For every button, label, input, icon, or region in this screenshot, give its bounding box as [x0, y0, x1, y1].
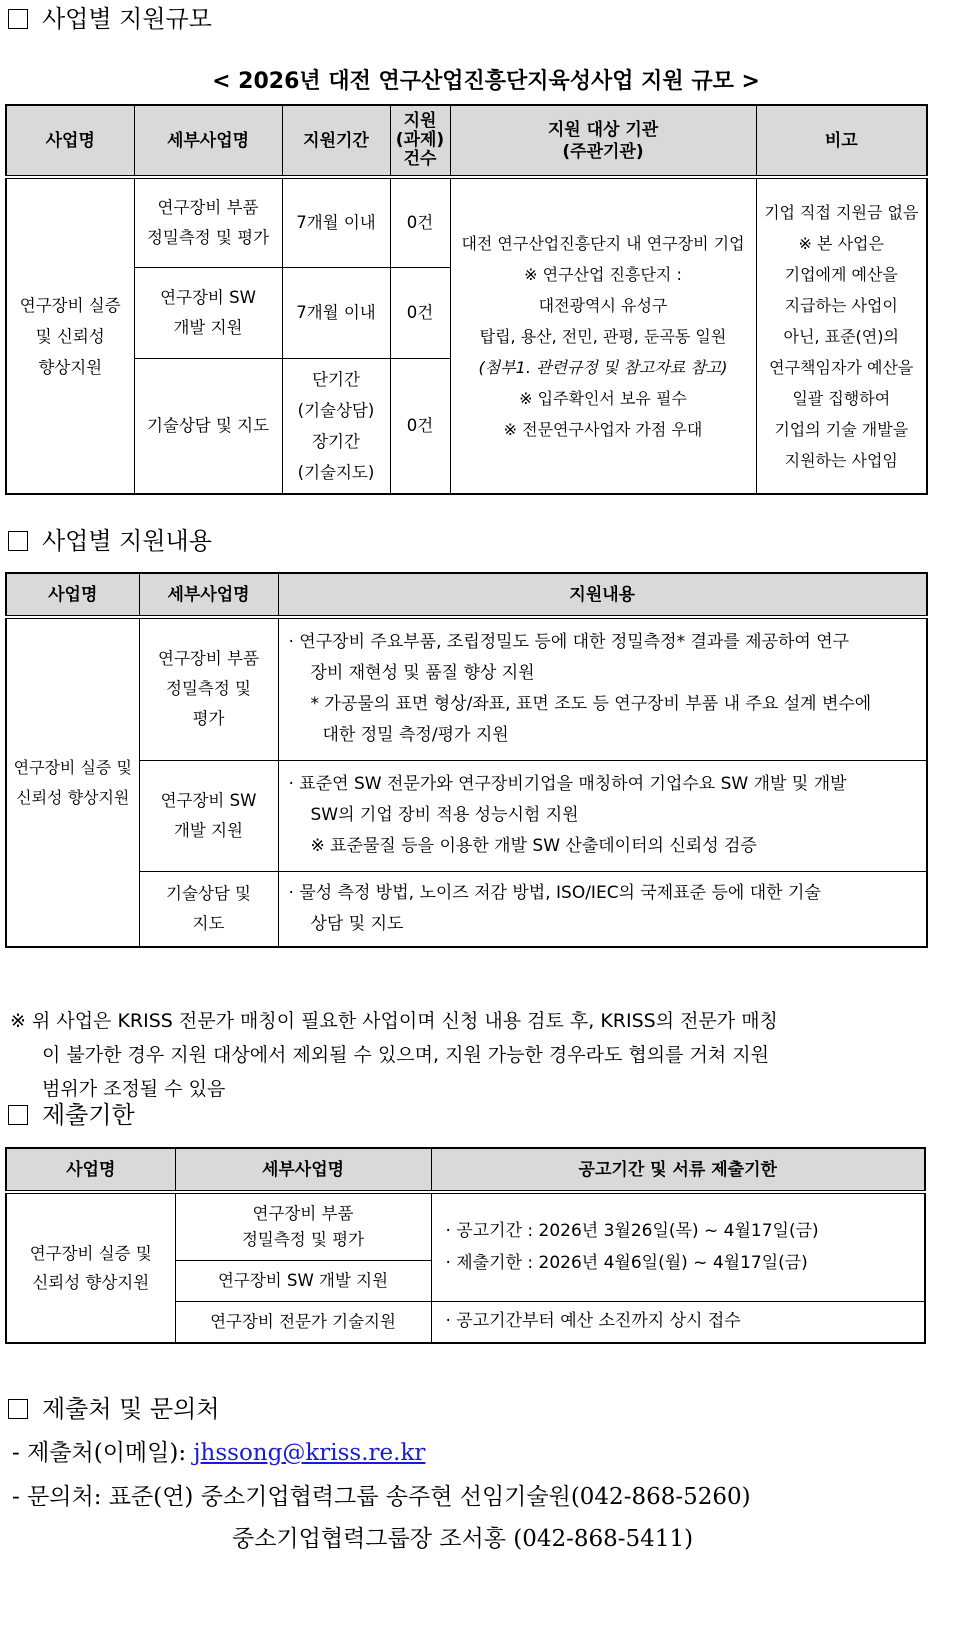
period-cell: 단기간 (기술상담) 장기간 (기술지도) — [282, 358, 390, 494]
sub-program-cell: 기술상담 및 지도 — [139, 871, 278, 947]
section-heading-contact: 제출처 및 문의처 — [8, 1394, 220, 1424]
header-name: 사업명 — [6, 1148, 175, 1192]
target-cell: 대전 연구산업진흥단지 내 연구장비 기업 ※ 연구산업 진흥단지 : 대전광역시 유성구 탑립, 용산, 전민, 관평, 둔곡동 일원 (첨부1. 관련규정 및 참고자료 참고) ※ 입주확인서 보유 필수 ※ 전문연구사업자 가점 우대 — [450, 177, 756, 494]
checkbox-square-icon — [8, 1105, 28, 1125]
program-name-cell: 연구장비 실증 및 신뢰성 향상지원 — [6, 617, 139, 947]
period-cell: · 공고기간부터 예산 소진까지 상시 접수 — [431, 1301, 925, 1343]
section-heading-scale: 사업별 지원규모 — [8, 4, 212, 34]
table-row — [6, 871, 927, 947]
table-row — [6, 760, 927, 871]
header-count: 지원 (과제) 건수 — [390, 105, 450, 177]
content-cell: · 표준연 SW 전문가와 연구장비기업을 매칭하여 기업수요 SW 개발 및 개발 SW의 기업 장비 적용 성능시험 지원 ※ 표준물질 등을 이용한 개발 SW 산출데이터의 신뢰성 검증 — [278, 760, 927, 871]
checkbox-square-icon — [8, 531, 28, 551]
email-link[interactable]: jhssong@kriss.re.kr — [193, 1440, 426, 1466]
header-target: 지원 대상 기관 (주관기관) — [450, 105, 756, 177]
header-sub: 세부사업명 — [175, 1148, 431, 1192]
kriss-matching-note: ※ 위 사업은 KRISS 전문가 매칭이 필요한 사업이며 신청 내용 검토 후, KRISS의 전문가 매칭 이 불가한 경우 지원 대상에서 제외될 수 있으며, 지원 가능한 경우라도 협의를 거쳐 지원 범위가 조정될 수 있음 — [10, 1010, 778, 1100]
support-content-table — [5, 572, 928, 948]
section-heading-content: 사업별 지원내용 — [8, 526, 212, 556]
checkbox-square-icon — [8, 9, 28, 29]
sub-program-cell: 연구장비 부품 정밀측정 및 평가 — [175, 1192, 431, 1260]
period-cell: 7개월 이내 — [282, 177, 390, 267]
count-cell: 0건 — [390, 358, 450, 494]
header-period: 공고기간 및 서류 제출기한 — [431, 1148, 925, 1192]
header-name: 사업명 — [6, 573, 139, 617]
content-cell: · 연구장비 주요부품, 조립정밀도 등에 대한 정밀측정* 결과를 제공하여 연구 장비 재현성 및 품질 향상 지원 * 가공물의 표면 형상/좌표, 표면 조도 등 연구장비 부품 내 주요 설계 변수에 대한 정밀 측정/평가 지원 — [278, 617, 927, 760]
sub-program-cell: 연구장비 SW 개발 지원 — [134, 267, 282, 358]
program-name-cell: 연구장비 실증 및 신뢰성 향상지원 — [6, 1192, 175, 1343]
table-row — [6, 1192, 925, 1260]
table1-title: < 2026년 대전 연구산업진흥단지육성사업 지원 규모 > — [212, 69, 760, 94]
inquiry-line-2: 중소기업협력그룹장 조서홍 (042-868-5411) — [232, 1526, 694, 1552]
table-row — [6, 617, 927, 760]
count-cell: 0건 — [390, 267, 450, 358]
sub-program-cell: 연구장비 전문가 기술지원 — [175, 1301, 431, 1343]
sub-program-cell: 기술상담 및 지도 — [134, 358, 282, 494]
table-row — [6, 177, 927, 267]
header-period: 지원기간 — [282, 105, 390, 177]
sub-program-cell: 연구장비 부품 정밀측정 및 평가 — [134, 177, 282, 267]
deadline-table — [5, 1147, 926, 1344]
header-sub: 세부사업명 — [134, 105, 282, 177]
sub-program-cell: 연구장비 SW 개발 지원 — [175, 1260, 431, 1301]
period-cell: · 공고기간 : 2026년 3월26일(목) ~ 4월17일(금) · 제출기한 : 2026년 4월6일(월) ~ 4월17일(금) — [431, 1192, 925, 1301]
sub-program-cell: 연구장비 SW 개발 지원 — [139, 760, 278, 871]
inquiry-line-1: - 문의처: 표준(연) 중소기업협력그룹 송주현 선임기술원(042-868-5260) — [12, 1484, 751, 1510]
period-cell: 7개월 이내 — [282, 267, 390, 358]
header-name: 사업명 — [6, 105, 134, 177]
program-name-cell: 연구장비 실증 및 신뢰성 향상지원 — [6, 177, 134, 494]
support-scale-table — [5, 104, 928, 495]
sub-program-cell: 연구장비 부품 정밀측정 및 평가 — [139, 617, 278, 760]
content-cell: · 물성 측정 방법, 노이즈 저감 방법, ISO/IEC의 국제표준 등에 대한 기술 상담 및 지도 — [278, 871, 927, 947]
section-heading-deadline: 제출기한 — [8, 1100, 135, 1130]
count-cell: 0건 — [390, 177, 450, 267]
checkbox-square-icon — [8, 1399, 28, 1419]
header-sub: 세부사업명 — [139, 573, 278, 617]
header-note: 비고 — [756, 105, 927, 177]
header-content: 지원내용 — [278, 573, 927, 617]
table-header-row — [6, 573, 927, 617]
submit-email-line: - 제출처(이메일): jhssong@kriss.re.kr — [12, 1440, 426, 1466]
table-header-row — [6, 1148, 925, 1192]
remark-cell: 기업 직접 지원금 없음 ※ 본 사업은 기업에게 예산을 지급하는 사업이 아닌, 표준(연)의 연구책임자가 예산을 일괄 집행하여 기업의 기술 개발을 지원하는 사업임 — [756, 177, 927, 494]
table-header-row — [6, 105, 927, 177]
